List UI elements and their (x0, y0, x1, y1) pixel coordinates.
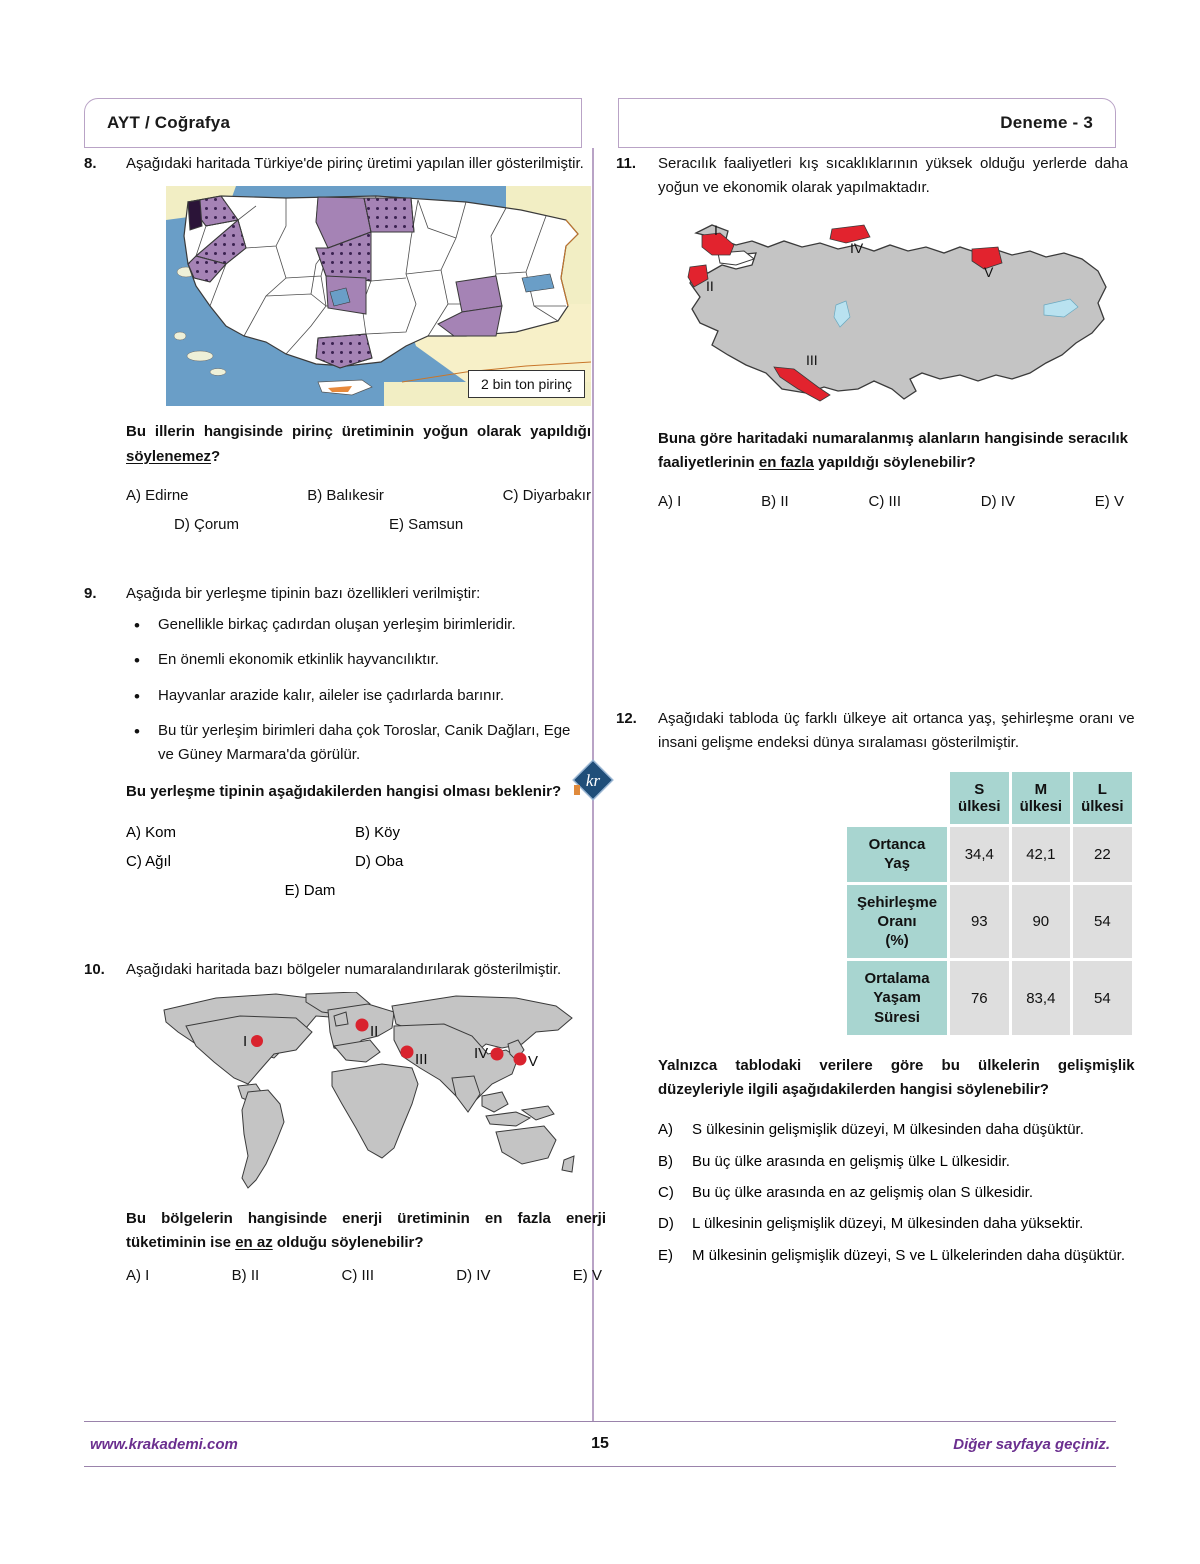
question-10-option-d[interactable]: D) IV (456, 1266, 491, 1284)
header-subject-title: AYT / Coğrafya (107, 113, 231, 132)
question-9-option-d[interactable]: D) Oba (355, 853, 404, 871)
footer-website-link[interactable]: www.krakademi.com (90, 1435, 238, 1453)
right-column (616, 152, 1135, 1283)
column-divider-foot (592, 1403, 594, 1422)
footer-page-number: 15 (591, 1435, 609, 1452)
country-indicators-table (844, 769, 1135, 1038)
question-12-option-e-text: M ülkesinin gelişmişlik düzeyi, S ve L ülkelerinden daha düşüktür. (692, 1246, 1126, 1264)
svg-text:IV: IV (474, 1045, 489, 1063)
question-9-option-c[interactable]: C) Ağıl (126, 853, 172, 871)
question-10-option-a[interactable]: A) I (126, 1266, 150, 1284)
question-10-number: 10. (84, 960, 105, 978)
question-12-option-e[interactable] (658, 1244, 1135, 1268)
question-11-option-c[interactable]: C) III (868, 493, 901, 511)
question-12-options (658, 1118, 1135, 1267)
question-9 (84, 582, 584, 906)
krakademi-logo (570, 757, 616, 803)
world-map-marker-3 (401, 1046, 414, 1059)
country-indicators-table-wrap (844, 769, 1135, 1038)
question-9-options (126, 818, 584, 877)
table-cell-median-age-m: 42,1 (1012, 827, 1071, 881)
question-11-option-d[interactable]: D) IV (980, 493, 1015, 511)
table-row-header-life-expectancy (847, 961, 947, 1035)
table-cell-median-age-s: 34,4 (950, 827, 1009, 881)
question-10-intro: Aşağıdaki haritada bazı bölgeler numaralandırılarak gösterilmiştir. (126, 960, 562, 978)
question-11-stem (658, 427, 1128, 476)
table-row-header-median-age: Ortanca Yaş (847, 827, 947, 881)
question-9-intro: Aşağıda bir yerleşme tipinin bazı özellikleri verilmiştir: (126, 584, 481, 602)
svg-text:I: I (243, 1033, 248, 1051)
question-12-option-c[interactable] (658, 1181, 1135, 1205)
svg-text:III: III (415, 1051, 428, 1069)
question-11-options (658, 489, 1128, 515)
question-11-stem-part2: yapıldığı söylenebilir? (813, 453, 976, 471)
world-map-marker-1 (251, 1035, 263, 1047)
table-row-header-life-expectancy-line2: Süresi (874, 1008, 920, 1026)
table-cell-life-expectancy-m: 83,4 (1012, 961, 1071, 1035)
list-item: • En önemli ekonomik etkinlik hayvancılıktır. (126, 648, 584, 672)
question-8-options-row1 (126, 483, 591, 509)
table-cell-urbanization-s: 93 (950, 885, 1009, 959)
turkey-greenhouse-map (678, 213, 1128, 413)
table-cell-median-age-l: 22 (1073, 827, 1132, 881)
krakademi-logo-text: kr (585, 771, 601, 790)
question-10-stem-part2: olduğu söylenebilir? (272, 1234, 424, 1252)
question-11 (616, 152, 1128, 515)
table-cell-urbanization-l: 54 (1073, 885, 1132, 959)
map-legend: 2 bin ton pirinç (468, 370, 585, 398)
table-cell-life-expectancy-s: 76 (950, 961, 1009, 1035)
world-map-svg (156, 992, 606, 1197)
svg-text:IV: IV (850, 239, 864, 256)
question-12-option-d[interactable] (658, 1212, 1135, 1236)
table-header-row (847, 772, 1132, 824)
table-row-header-urbanization-line2: (%) (885, 932, 909, 950)
header-test-box (618, 98, 1116, 148)
question-10-option-e[interactable]: E) V (572, 1266, 602, 1284)
svg-text:II: II (706, 277, 714, 294)
question-8-intro: Aşağıdaki haritada Türkiye'de pirinç üretimi yapılan iller gösterilmiştir. (126, 155, 584, 172)
svg-text:V: V (984, 263, 994, 280)
question-12-option-b-letter: B) (658, 1152, 673, 1170)
question-9-number: 9. (84, 584, 97, 602)
question-8-option-a[interactable]: A) Edirne (126, 486, 189, 504)
question-10-option-b[interactable]: B) II (231, 1266, 260, 1284)
table-col-header-m: M ülkesi (1012, 772, 1071, 824)
question-9-option-b[interactable]: B) Köy (355, 823, 401, 841)
world-map-marker-4 (491, 1048, 504, 1061)
table-col-header-l: L ülkesi (1073, 772, 1132, 824)
table-row (847, 885, 1132, 959)
table-corner-cell (847, 772, 947, 824)
header-test-title: Deneme - 3 (1000, 113, 1093, 132)
question-9-option-e[interactable]: E) Dam (284, 882, 336, 900)
page-header (84, 98, 1116, 148)
question-10-stem-emphasis: en az (235, 1234, 273, 1252)
header-subject-box (84, 98, 582, 148)
question-9-option-a[interactable]: A) Kom (126, 823, 177, 841)
svg-text:III: III (806, 351, 818, 368)
turkey-greenhouse-map-svg (678, 213, 1128, 413)
question-8-option-b[interactable]: B) Balıkesir (307, 486, 384, 504)
question-9-stem: Bu yerleşme tipinin aşağıdakilerden hangisi olması beklenir? (126, 782, 562, 800)
question-10-options (126, 1263, 606, 1289)
question-10-option-c[interactable]: C) III (341, 1266, 374, 1284)
question-12-option-e-letter: E) (658, 1246, 673, 1264)
greenhouse-region-1 (702, 233, 734, 255)
question-11-number: 11. (616, 155, 637, 172)
question-8-options-row2 (126, 512, 591, 538)
question-12-stem: Yalnızca tablodaki verilere göre bu ülkelerin gelişmişlik düzeyleriyle ilgili aşağıdakilerden hangisi söylenebilir? (658, 1056, 1135, 1099)
table-row-header-urbanization-line1: Şehirleşme Oranı (857, 893, 938, 930)
question-12-option-b-text: Bu üç ülke arasında en gelişmiş ülke L ülkesidir. (692, 1152, 1010, 1170)
footer-next-page-note: Diğer sayfaya geçiniz. (953, 1435, 1110, 1453)
table-row-header-urbanization (847, 885, 947, 959)
table-cell-life-expectancy-l: 54 (1073, 961, 1132, 1035)
question-8-stem-emphasis: söylenemez (126, 447, 212, 465)
question-8-option-c[interactable]: C) Diyarbakır (502, 486, 591, 504)
svg-text:II: II (370, 1023, 379, 1041)
question-12-option-c-letter: C) (658, 1183, 674, 1201)
table-row-header-life-expectancy-line1: Ortalama Yaşam (864, 970, 930, 1007)
question-11-intro: Seracılık faaliyetleri kış sıcaklıklarının yüksek olduğu yerlerde daha yoğun ve ekonomik olarak yapılmaktadır. (658, 155, 1128, 197)
question-11-stem-emphasis: en fazla (758, 453, 814, 471)
question-12-option-d-text: L ülkesinin gelişmişlik düzeyi, M ülkesinden daha yüksektir. (692, 1215, 1084, 1233)
question-8-option-e[interactable]: E) Samsun (389, 516, 464, 534)
table-col-header-s: S ülkesi (950, 772, 1009, 824)
question-12-option-b[interactable] (658, 1150, 1135, 1174)
question-11-stem-part1: Buna göre haritadaki numaralanmış alanların hangisinde seracılık faaliyetlerinin (658, 429, 1128, 471)
world-map (156, 992, 606, 1197)
list-item: • Bu tür yerleşim birimleri daha çok Toroslar, Canik Dağları, Ege ve Güney Marmara'da görülür. (126, 719, 584, 768)
question-8-stem-part2: ? (211, 447, 221, 465)
question-10 (84, 958, 606, 1288)
question-12-option-c-text: Bu üç ülke arasında en az gelişmiş olan S ülkesidir. (692, 1183, 1034, 1201)
question-8 (84, 152, 591, 538)
table-cell-urbanization-m: 90 (1012, 885, 1071, 959)
turkey-rice-map (166, 186, 591, 406)
question-8-stem (126, 420, 591, 469)
question-10-stem-part1: Bu bölgelerin hangisinde enerji üretiminin en fazla enerji tüketiminin ise (126, 1210, 606, 1252)
table-row (847, 961, 1132, 1035)
question-12-option-a-letter: A) (658, 1121, 673, 1139)
page-footer (84, 1421, 1116, 1467)
table-row (847, 827, 1132, 881)
world-map-marker-2 (356, 1019, 369, 1032)
question-12-intro: Aşağıdaki tabloda üç farklı ülkeye ait ortanca yaş, şehirleşme oranı ve insani gelişme endeksi dünya sıralaması gösterilmiştir. (658, 709, 1135, 751)
question-10-stem (126, 1207, 606, 1256)
question-11-option-a[interactable]: A) I (658, 493, 682, 511)
question-11-option-e[interactable]: E) V (1094, 493, 1124, 511)
question-12 (616, 707, 1135, 1275)
question-11-option-b[interactable]: B) II (761, 493, 789, 511)
question-8-option-d[interactable]: D) Çorum (174, 516, 240, 534)
list-item: • Hayvanlar arazide kalır, aileler ise çadırlarda barınır. (126, 684, 584, 708)
question-12-option-d-letter: D) (658, 1215, 674, 1233)
question-12-option-a-text: S ülkesinin gelişmişlik düzeyi, M ülkesinden daha düşüktür. (692, 1121, 1084, 1139)
world-map-marker-5 (514, 1053, 527, 1066)
krakademi-logo-svg (570, 757, 616, 803)
question-8-number: 8. (84, 155, 97, 172)
question-9-bullet-list (126, 613, 584, 767)
svg-text:I: I (714, 221, 718, 238)
question-8-stem-part1: Bu illerin hangisinde pirinç üretiminin yoğun olarak yapıldığı (126, 423, 591, 441)
question-12-option-a[interactable] (658, 1118, 1135, 1142)
list-item: • Genellikle birkaç çadırdan oluşan yerleşim birimleridir. (126, 613, 584, 637)
question-12-number: 12. (616, 709, 637, 727)
svg-text:V: V (528, 1053, 539, 1071)
